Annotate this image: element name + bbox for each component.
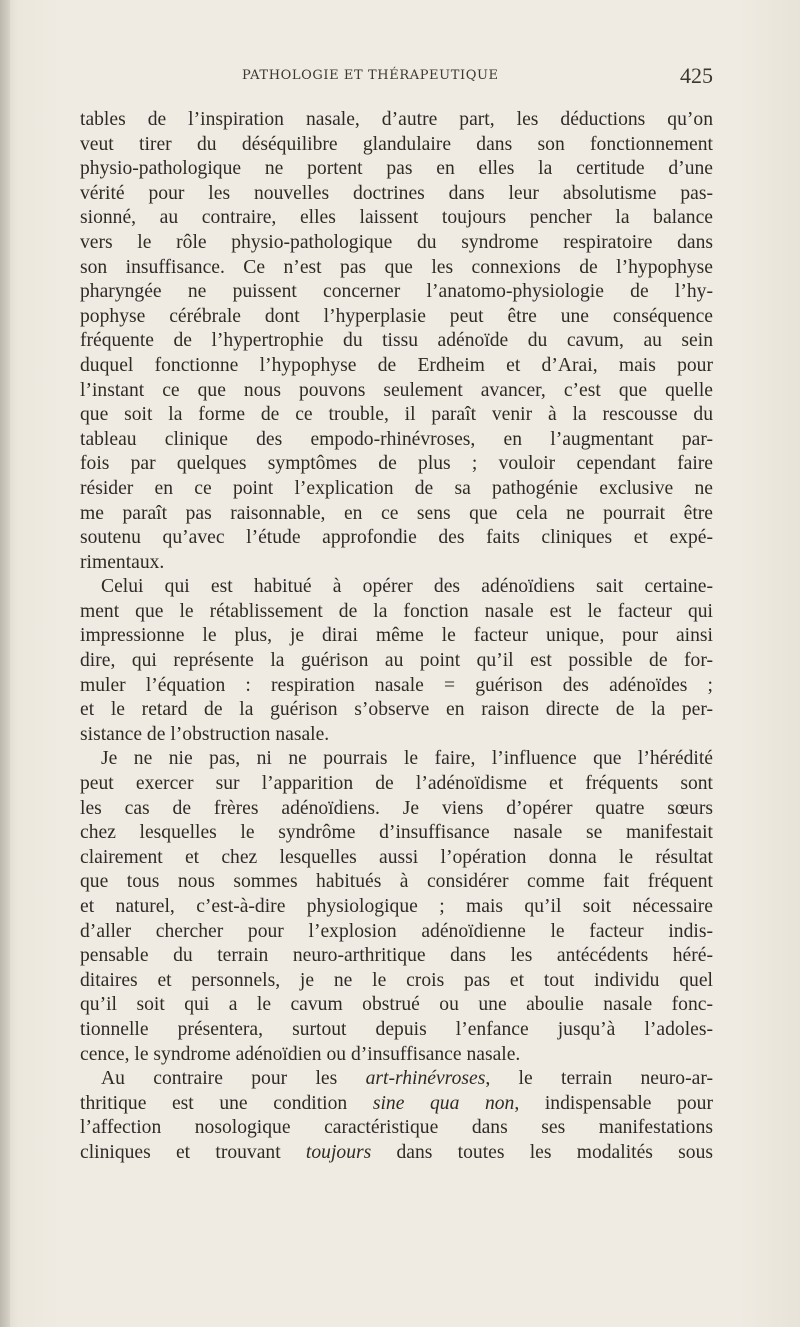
paragraph-start-line: Je ne nie pas, ni ne pourrais le faire, l’influence que l’hérédité — [101, 748, 713, 770]
text-line: son insuffisance. Ce n’est pas que les connexions de l’hypophyse — [80, 256, 713, 278]
text-line: tableau clinique des empodo-rhinévroses, en l’augmentant par- — [80, 428, 713, 450]
text-line: physio-pathologique ne portent pas en elles la certitude d’une — [80, 158, 713, 180]
text-line: fois par quelques symptômes de plus ; vouloir cependant faire — [80, 453, 713, 475]
text-line: cence, le syndrome adénoïdien ou d’insuffisance nasale. — [80, 1043, 521, 1065]
text-line: que soit la forme de ce trouble, il paraît venir à la rescousse du — [80, 404, 713, 426]
text-line: d’aller chercher pour l’explosion adénoïdienne le facteur indis- — [80, 920, 713, 942]
page-header — [80, 63, 713, 87]
text-line: pharyngée ne puissent concerner l’anatomo-physiologie de l’hy- — [80, 281, 713, 303]
text-line: duquel fonctionne l’hypophyse de Erdheim et d’Arai, mais pour — [80, 354, 713, 376]
paragraph-start-line — [80, 1067, 713, 1092]
text-line: soutenu qu’avec l’étude approfondie des faits cliniques et expé- — [80, 527, 713, 549]
text-line: résider en ce point l’explication de sa pathogénie exclusive ne — [80, 477, 713, 499]
text-line — [80, 1092, 713, 1117]
text-fragment: cliniques et trouvant — [80, 1141, 281, 1163]
text-line — [80, 1141, 713, 1166]
text-line: sionné, au contraire, elles laissent toujours pencher la balance — [80, 207, 713, 229]
text-line: pensable du terrain neuro-arthritique dans les antécédents héré- — [80, 945, 713, 967]
text-fragment: , indispensable pour — [514, 1092, 714, 1114]
text-line: et le retard de la guérison s’observe en raison directe de la per- — [80, 699, 713, 721]
text-line: clairement et chez lesquelles aussi l’opération donna le résultat — [80, 846, 713, 868]
text-line: les cas de frères adénoïdiens. Je viens d’opérer quatre sœurs — [80, 797, 713, 819]
text-line: muler l’équation : respiration nasale = guérison des adénoïdes ; — [80, 674, 713, 696]
text-line: tables de l’inspiration nasale, d’autre part, les déductions qu’on — [80, 109, 713, 130]
paragraph-start-line: Celui qui est habitué à opérer des adénoïdiens sait certaine- — [101, 576, 713, 598]
text-line: dire, qui représente la guérison au point qu’il est possible de for- — [80, 650, 713, 672]
text-line: me paraît pas raisonnable, en ce sens que cela ne pourrait être — [80, 502, 713, 524]
text-line: ditaires et personnels, je ne le crois pas et tout individu quel — [80, 969, 713, 991]
text-line: que tous nous sommes habitués à considérer comme fait fréquent — [80, 871, 713, 893]
text-fragment: , le terrain neuro-ar- — [485, 1068, 713, 1090]
text-line: rimentaux. — [80, 551, 165, 573]
body-text — [80, 108, 713, 1166]
text-line: tionnelle présentera, surtout depuis l’enfance jusqu’à l’adoles- — [80, 1018, 713, 1040]
page-binding-edge — [0, 0, 10, 1327]
italic-term: sine qua non — [372, 1092, 515, 1114]
text-line: pophyse cérébrale dont l’hyperplasie peut être une conséquence — [80, 305, 713, 327]
text-fragment: thritique est une condition — [80, 1092, 348, 1114]
text-line: ment que le rétablissement de la fonction nasale est le facteur qui — [80, 600, 713, 622]
text-line: peut exercer sur l’apparition de l’adénoïdisme et fréquents sont — [80, 773, 713, 795]
text-line: veut tirer du déséquilibre glandulaire dans son fonctionnement — [80, 133, 713, 155]
text-line: fréquente de l’hypertrophie du tissu adénoïde du cavum, au sein — [80, 330, 713, 352]
italic-term: art-rhinévroses — [365, 1068, 486, 1090]
text-fragment: dans toutes les modalités sous — [396, 1141, 713, 1163]
text-line: l’instant ce que nous pouvons seulement avancer, c’est que quelle — [80, 379, 713, 401]
text-line: vérité pour les nouvelles doctrines dans leur absolutisme pas- — [80, 182, 713, 204]
text-line: vers le rôle physio-pathologique du syndrome respiratoire dans — [80, 231, 713, 253]
text-line: sistance de l’obstruction nasale. — [80, 723, 330, 745]
running-title: PATHOLOGIE ET THÉRAPEUTIQUE — [242, 68, 499, 83]
text-line: l’affection nosologique caractéristique dans ses manifestations — [80, 1117, 713, 1139]
text-line: qu’il soit qui a le cavum obstrué ou une aboulie nasale fonc- — [80, 994, 713, 1016]
text-line: et naturel, c’est-à-dire physiologique ; mais qu’il soit nécessaire — [80, 896, 713, 917]
text-line: impressionne le plus, je dirai même le facteur unique, pour ainsi — [80, 625, 713, 647]
italic-term: toujours — [305, 1141, 372, 1163]
text-fragment: Au contraire pour les — [101, 1068, 338, 1090]
page-number: 425 — [680, 63, 713, 88]
text-line: chez lesquelles le syndrôme d’insuffisance nasale se manifestait — [80, 822, 713, 844]
